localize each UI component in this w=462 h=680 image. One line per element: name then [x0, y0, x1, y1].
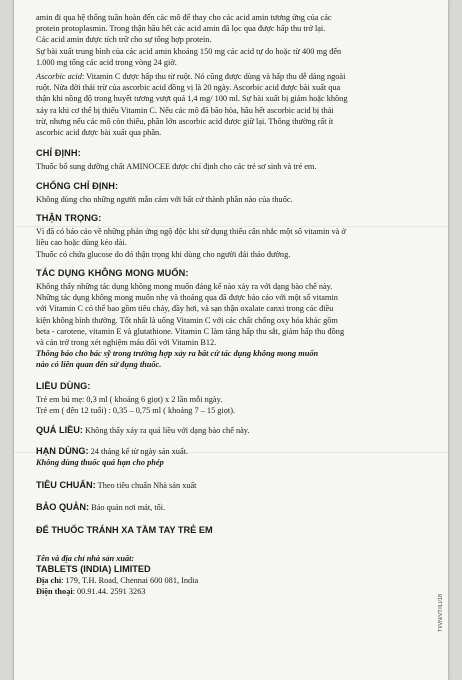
- indication-heading: CHỈ ĐỊNH:: [36, 148, 81, 159]
- text-line: amin đi qua hệ thống tuần hoàn đến các mô để thay cho các acid amin tương ứng của các: [36, 13, 332, 22]
- child-warning: ĐỂ THUỐC TRÁNH XA TẦM TAY TRẺ EM: [36, 525, 213, 536]
- storage-heading: BẢO QUẢN:: [36, 502, 90, 513]
- storage-text: Bảo quản nơi mát, tối.: [89, 503, 166, 513]
- text-line: thận khi nồng độ trong huyết tương vượt quá 1,4 mg/ 100 ml. Sự bài xuất bị giảm hoặc không: [36, 94, 348, 104]
- expiry-text: 24 tháng kể từ ngày sản xuất.: [88, 446, 189, 456]
- overdose-text: Không thấy xảy ra quá liều với dạng bào chế này.: [82, 426, 250, 436]
- manufacturer-address: [36, 575, 428, 586]
- dosage-line-child: Trẻ em ( đến 12 tuổi) : 0,35 – 0,75 ml ( khoảng 7 – 15 giọt).: [36, 406, 236, 416]
- dosage-heading: LIỀU DÙNG:: [36, 380, 91, 391]
- text-line: Thuốc có chứa glucose do đó thận trọng khi dùng cho người đái tháo đường.: [36, 249, 291, 259]
- standard-section: [36, 480, 428, 491]
- text-line: với Vitamin C có thể bao gồm tiêu chảy, đầy hơi, và sạn thận oxalate canxi trong các điều: [36, 304, 334, 314]
- manufacturer-block: [36, 553, 428, 598]
- notice-line: Thông báo cho bác sỹ trong trường hợp xảy ra bất cứ tác dụng không mong muốn: [36, 349, 319, 359]
- text-line: [36, 71, 428, 82]
- text-line: Không thấy những tác dụng không mong muốn đáng kể nào xảy ra với dạng bào chế này.: [36, 282, 333, 292]
- standard-heading: TIÊU CHUẨN:: [36, 479, 96, 490]
- expiry-section: [36, 446, 428, 457]
- expiry-heading: HẠN DÙNG:: [36, 445, 89, 456]
- manufacturer-phone: [36, 586, 428, 597]
- indication-text: Thuốc bổ sung dưỡng chất AMINOCEE được chỉ định cho các trẻ sơ sinh và trẻ em.: [36, 162, 317, 172]
- text-line: xảy ra khi cơ thể bị thiếu Vitamin C. Nếu các mô đã bão hòa, hầu hết ascorbic acid bị thải: [36, 105, 334, 115]
- storage-section: [36, 502, 428, 513]
- overdose-section: [36, 425, 428, 436]
- text-line: kiện không bình thường. Tốt nhất là uống Vitamin C với các chất chống oxy hóa khác gồm: [36, 315, 338, 325]
- document-code: TI/VN/VT/ILI/18: [438, 594, 444, 632]
- text-line: và cản trở trong xét nghiệm máu đối với Vitamin B12.: [36, 338, 217, 348]
- manufacturer-label: Tên và địa chỉ nhà sản xuất:: [36, 553, 135, 563]
- ascorbic-label: Ascorbic acid: [36, 72, 82, 82]
- address-value: : 179, T.H. Road, Chennai 600 081, India: [61, 575, 199, 585]
- address-label: Địa chỉ: [36, 575, 62, 585]
- contraindication-text: Không dùng cho những người mẫn cảm với bất cứ thành phần nào của thuốc.: [36, 194, 293, 204]
- text-line: ruột. Nửa đời thải trừ của ascorbic acid đồng vị là 20 ngày. Ascorbic acid được bài xuất qua: [36, 83, 341, 93]
- text-line: 1.000 mg tổng các acid trong vòng 24 giờ.: [36, 57, 177, 67]
- text-line: Những tác dụng không mong muốn nhẹ và thoáng qua đã được báo cáo với một số vitamin: [36, 293, 338, 303]
- text-span: : Vitamin C được hấp thu từ ruột. Nó cũng được dùng và hấp thu dễ dàng ngoài: [81, 72, 346, 82]
- text-line: Vì đã có báo cáo về những phản ứng ngộ độc khi sử dụng thiếu cân nhắc một số vitamin và ở: [36, 227, 346, 237]
- amino-acid-paragraph: [36, 12, 428, 68]
- text-line: Sự bài xuất trung bình của các acid amin khoảng 150 mg các acid tự do hoặc từ 400 mg đến: [36, 46, 342, 56]
- precaution-heading: THẬN TRỌNG:: [36, 213, 102, 224]
- text-line: beta - carotene, vitamin E và glutathione. Vitamin C làm tăng hấp thu sắt, giảm hấp thu đồng: [36, 326, 345, 336]
- text-line: Các acid amin được tích trữ cho sự tổng hợp protein.: [36, 35, 212, 45]
- contraindication-heading: CHỐNG CHỈ ĐỊNH:: [36, 180, 119, 191]
- phone-value: : 00.91.44. 2591 3263: [72, 587, 146, 597]
- side-effects-heading: TÁC DỤNG KHÔNG MONG MUỐN:: [36, 267, 189, 278]
- text-line: protein protoplasmin. Trong thận hầu hết các acid amin đã lọc qua được hấp thu trở lại.: [36, 24, 326, 34]
- text-line: liều cao hoặc dùng kéo dài.: [36, 238, 127, 248]
- ascorbic-acid-paragraph: [36, 71, 428, 138]
- notice-line: nào có liên quan đến sử dụng thuốc.: [36, 360, 162, 370]
- text-line: ascorbic acid được bài xuất qua phân.: [36, 128, 162, 138]
- phone-label: Điện thoại: [36, 587, 73, 597]
- dosage-line-infant: Trẻ em bú mẹ: 0,3 ml ( khoảng 6 giọt) x 2 lần mỗi ngày.: [36, 394, 223, 404]
- text-line: trừ, nhưng nếu các mô còn thiếu, phần lớn ascorbic acid được giữ lại. Thông thường rất ít: [36, 116, 334, 126]
- manufacturer-name: TABLETS (INDIA) LIMITED: [36, 563, 151, 574]
- overdose-heading: QUÁ LIỀU:: [36, 425, 83, 436]
- leaflet-content: [36, 12, 428, 597]
- leaflet-page: [14, 0, 448, 680]
- expiry-note: Không dùng thuốc quá hạn cho phép: [36, 457, 164, 467]
- standard-text: Theo tiêu chuẩn Nhà sản xuất: [95, 480, 197, 490]
